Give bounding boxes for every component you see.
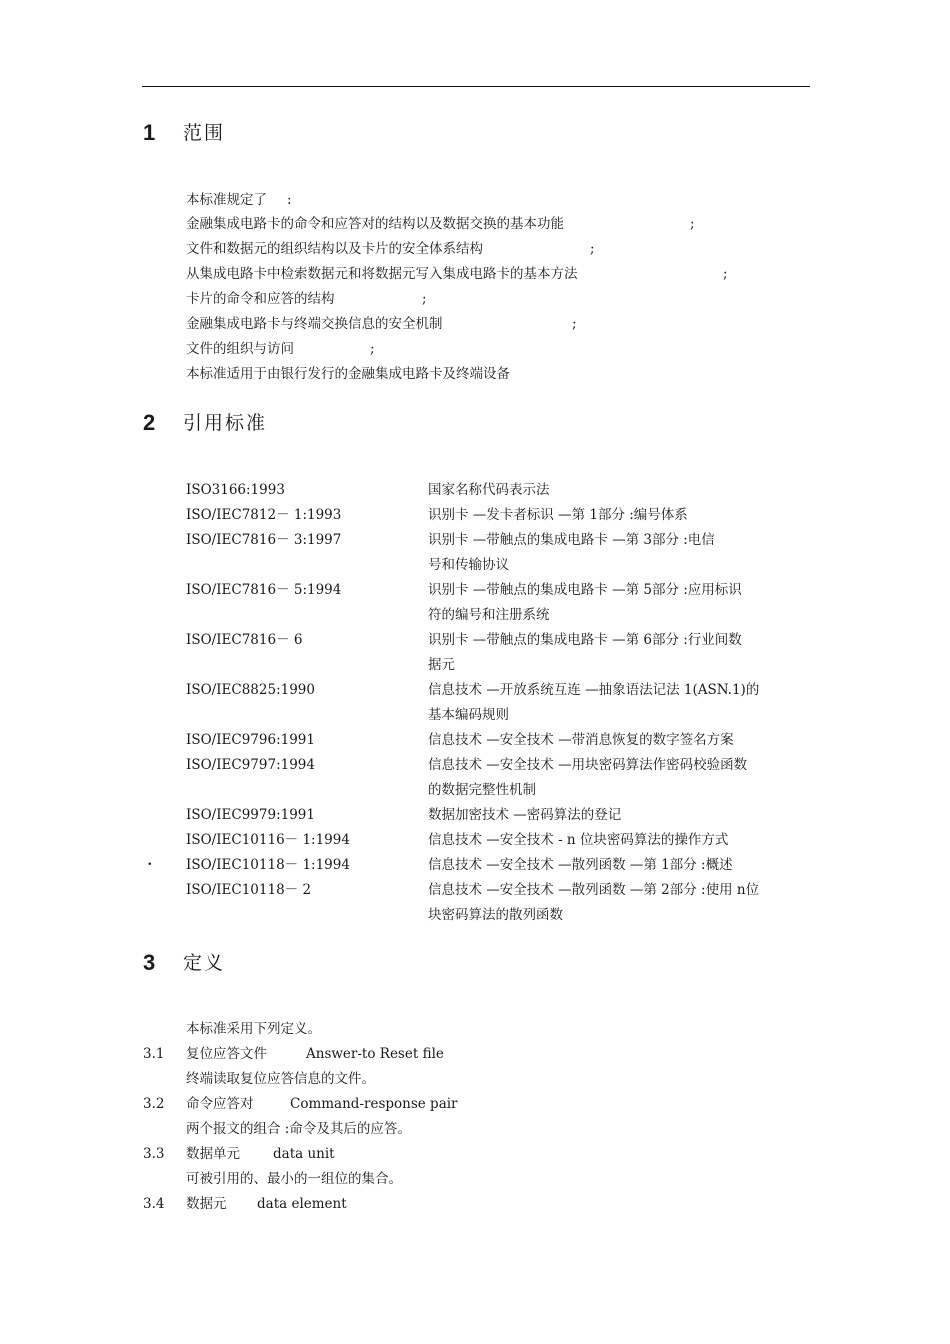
scope-line-tail: ; bbox=[590, 241, 595, 257]
ref-desc: 基本编码规则 bbox=[428, 707, 509, 723]
scope-line-tail: ; bbox=[422, 291, 427, 307]
ref-desc: 识别卡 —发卡者标识 —第 1部分 :编号体系 bbox=[428, 507, 688, 523]
ref-desc: 信息技术 —安全技术 —用块密码算法作密码校验函数 bbox=[428, 757, 748, 773]
ref-desc: 国家名称代码表示法 bbox=[428, 482, 550, 498]
scope-line: 金融集成电路卡的命令和应答对的结构以及数据交换的基本功能 bbox=[186, 216, 564, 232]
def-term: 命令应答对 bbox=[186, 1096, 254, 1112]
ref-code: ISO/IEC10118－ 2 bbox=[186, 882, 312, 898]
scope-line-tail: ; bbox=[690, 216, 695, 232]
ref-code: ISO3166:1993 bbox=[186, 482, 285, 498]
margin-mark: ・ bbox=[143, 857, 157, 873]
ref-code: ISO/IEC10118－ 1:1994 bbox=[186, 857, 350, 873]
ref-desc: 识别卡 —带触点的集成电路卡 —第 6部分 :行业间数 bbox=[428, 632, 742, 648]
ref-code: ISO/IEC7816－ 6 bbox=[186, 632, 303, 648]
section-number: 2 bbox=[143, 410, 156, 435]
ref-code: ISO/IEC7816－ 5:1994 bbox=[186, 582, 342, 598]
ref-code: ISO/IEC7816－ 3:1997 bbox=[186, 532, 342, 548]
ref-desc: 识别卡 —带触点的集成电路卡 —第 3部分 :电信 bbox=[428, 532, 715, 548]
ref-code: ISO/IEC9797:1994 bbox=[186, 757, 315, 773]
def-number: 3.3 bbox=[143, 1146, 165, 1162]
ref-desc: 信息技术 —开放系统互连 —抽象语法记法 1(ASN.1)的 bbox=[428, 682, 760, 698]
def-desc: 终端读取复位应答信息的文件。 bbox=[186, 1071, 375, 1087]
def-term-en: data unit bbox=[273, 1146, 335, 1162]
scope-line-tail: ; bbox=[723, 266, 728, 282]
scope-line: 本标准规定了 bbox=[186, 192, 267, 208]
scope-line-tail: : bbox=[287, 192, 292, 208]
section-title: 范围 bbox=[183, 122, 226, 144]
scope-line: 文件和数据元的组织结构以及卡片的安全体系结构 bbox=[186, 241, 483, 257]
scope-line-tail: ; bbox=[370, 341, 375, 357]
def-term-en: Answer-to Reset file bbox=[306, 1046, 444, 1062]
ref-desc: 识别卡 —带触点的集成电路卡 —第 5部分 :应用标识 bbox=[428, 582, 742, 598]
def-number: 3.1 bbox=[143, 1046, 165, 1062]
section-number: 1 bbox=[143, 120, 156, 145]
ref-desc: 信息技术 —安全技术 —散列函数 —第 1部分 :概述 bbox=[428, 857, 733, 873]
scope-line: 金融集成电路卡与终端交换信息的安全机制 bbox=[186, 316, 443, 332]
section-title: 定义 bbox=[183, 952, 226, 974]
ref-code: ISO/IEC9979:1991 bbox=[186, 807, 315, 823]
scope-line: 文件的组织与访问 bbox=[186, 341, 294, 357]
ref-code: ISO/IEC9796:1991 bbox=[186, 732, 315, 748]
def-number: 3.2 bbox=[143, 1096, 165, 1112]
section-title: 引用标准 bbox=[183, 412, 268, 434]
def-term: 复位应答文件 bbox=[186, 1046, 267, 1062]
definitions-intro: 本标准采用下列定义。 bbox=[186, 1021, 321, 1037]
ref-desc: 的数据完整性机制 bbox=[428, 782, 536, 798]
ref-desc: 块密码算法的散列函数 bbox=[428, 907, 563, 923]
scope-line: 本标准适用于由银行发行的金融集成电路卡及终端设备 bbox=[186, 366, 510, 382]
header-rule bbox=[142, 86, 810, 87]
ref-code: ISO/IEC7812－ 1:1993 bbox=[186, 507, 342, 523]
ref-code: ISO/IEC8825:1990 bbox=[186, 682, 315, 698]
def-term-en: Command-response pair bbox=[290, 1096, 458, 1112]
ref-desc: 数据加密技术 —密码算法的登记 bbox=[428, 807, 622, 823]
ref-desc: 信息技术 —安全技术 —带消息恢复的数字签名方案 bbox=[428, 732, 734, 748]
def-number: 3.4 bbox=[143, 1196, 165, 1212]
def-desc: 可被引用的、最小的一组位的集合。 bbox=[186, 1171, 402, 1187]
section-number: 3 bbox=[143, 950, 156, 975]
def-term: 数据单元 bbox=[186, 1146, 240, 1162]
ref-desc: 据元 bbox=[428, 657, 455, 673]
def-term: 数据元 bbox=[186, 1196, 227, 1212]
ref-desc: 信息技术 —安全技术 —散列函数 —第 2部分 :使用 n位 bbox=[428, 882, 760, 898]
scope-line: 卡片的命令和应答的结构 bbox=[186, 291, 335, 307]
def-desc: 两个报文的组合 :命令及其后的应答。 bbox=[186, 1121, 411, 1137]
scope-line: 从集成电路卡中检索数据元和将数据元写入集成电路卡的基本方法 bbox=[186, 266, 578, 282]
scope-line-tail: ; bbox=[572, 316, 577, 332]
ref-code: ISO/IEC10116－ 1:1994 bbox=[186, 832, 350, 848]
def-term-en: data element bbox=[257, 1196, 347, 1212]
ref-desc: 信息技术 —安全技术 - n 位块密码算法的操作方式 bbox=[428, 832, 729, 848]
ref-desc: 号和传输协议 bbox=[428, 557, 509, 573]
ref-desc: 符的编号和注册系统 bbox=[428, 607, 550, 623]
